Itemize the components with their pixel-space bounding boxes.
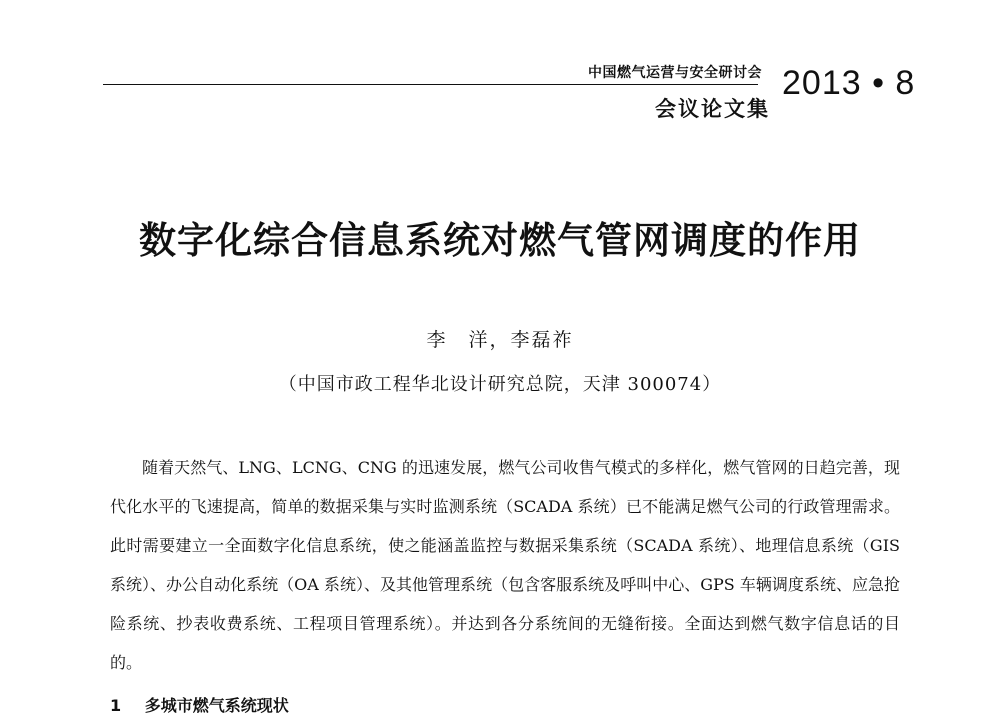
section-title: 多城市燃气系统现状 — [144, 696, 289, 715]
paper-title: 数字化综合信息系统对燃气管网调度的作用 — [139, 219, 861, 262]
paper-authors: 李 洋，李磊祚 — [426, 329, 574, 351]
paper-affiliation: （中国市政工程华北设计研究总院，天津 300074） — [278, 374, 722, 395]
year-issue: 2013 • 8 — [782, 64, 916, 102]
conference-name: 中国燃气运营与安全研讨会 — [588, 65, 762, 81]
section-number: 1 — [110, 696, 122, 715]
body-paragraph: 随着天然气、LNG、LCNG、CNG 的迅速发展，燃气公司收售气模式的多样化，燃气管网的日趋完善，现代化水平的飞速提高，简单的数据采集与实时监测系统（SCADA 系统）已不能满足燃气公司的行政管理需求。此时需要建立一全面数字化信息系统，使之能涵盖监控与数据采集系统（SCADA 系统）、地理信息系统（GIS 系统）、办公自动化系统（OA 系统）、及其他管理系统（包含客服系统及呼叫中心、GPS 车辆调度系统、应急抢险系统、抄表收费系统、工程项目管理系统）。并达到各分系统间的无缝衔接。全面达到燃气数字信息话的目的。 — [110, 458, 900, 672]
header-rule — [103, 84, 758, 85]
proceedings-label: 会议论文集 — [655, 97, 770, 121]
section-heading — [110, 693, 289, 716]
